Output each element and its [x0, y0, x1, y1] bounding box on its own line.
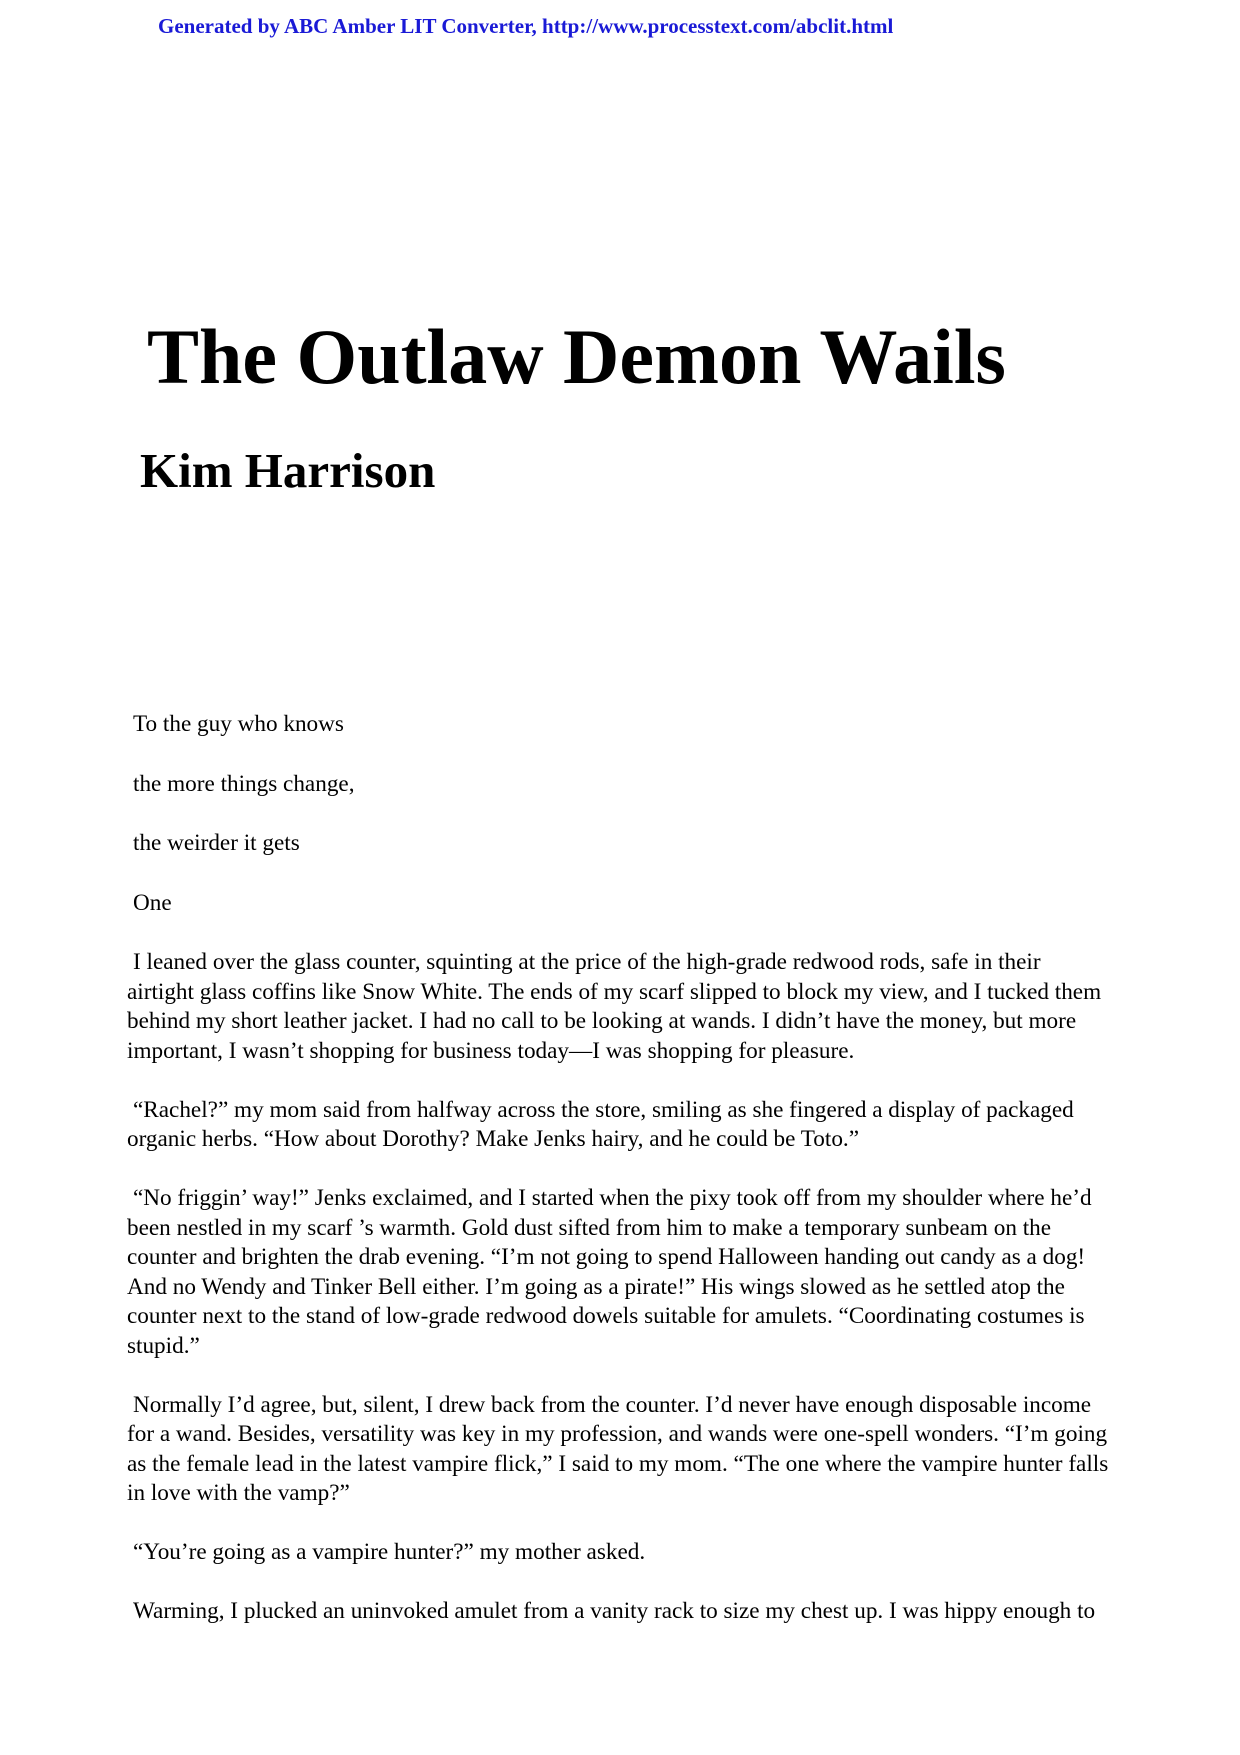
- book-title: The Outlaw Demon Wails: [147, 313, 1006, 400]
- dedication-line: To the guy who knows: [133, 711, 344, 737]
- generator-banner: Generated by ABC Amber LIT Converter, http://www.processtext.com/abclit.html: [158, 14, 894, 38]
- book-body: [127, 710, 1112, 1656]
- paragraph: Normally I’d agree, but, silent, I drew back from the counter. I’d never have enough disposable income for a wand. Besides, versatility was key in my profession, and wands were one-spell wonders. “I’m going as the female lead in the latest vampire flick,” I said to my mom. “The one where the vampire hunter falls in love with the vamp?”: [127, 1391, 1109, 1506]
- paragraph: “Rachel?” my mom said from halfway across the store, smiling as she fingered a display of packaged organic herbs. “How about Dorothy? Make Jenks hairy, and he could be Toto.”: [127, 1096, 1074, 1152]
- paragraph: “No friggin’ way!” Jenks exclaimed, and I started when the pixy took off from my shoulder where he’d been nestled in my scarf ’s warmth. Gold dust sifted from him to make a temporary sunbeam on the counter and brighten the drab evening. “I’m not going to spend Halloween handing out candy as a dog! And no Wendy and Tinker Bell either. I’m going as a pirate!” His wings slowed as he settled atop the counter next to the stand of low-grade redwood dowels suitable for amulets. “Coordinating costumes is stupid.”: [127, 1185, 1092, 1359]
- dedication-line: the weirder it gets: [133, 830, 300, 856]
- book-author: Kim Harrison: [140, 443, 436, 498]
- paragraph: “You’re going as a vampire hunter?” my mother asked.: [133, 1539, 646, 1565]
- paragraph: I leaned over the glass counter, squinting at the price of the high-grade redwood rods, safe in their airtight glass coffins like Snow White. The ends of my scarf slipped to block my view, and I tucked them behind my short leather jacket. I had no call to be looking at wands. I didn’t have the money, but more important, I wasn’t shopping for business today—I was shopping for pleasure.: [127, 949, 1102, 1064]
- dedication-line: the more things change,: [133, 770, 355, 797]
- paragraph: Warming, I plucked an uninvoked amulet from a vanity rack to size my chest up. I was hippy enough to: [133, 1598, 1096, 1624]
- chapter-heading: One: [133, 889, 172, 916]
